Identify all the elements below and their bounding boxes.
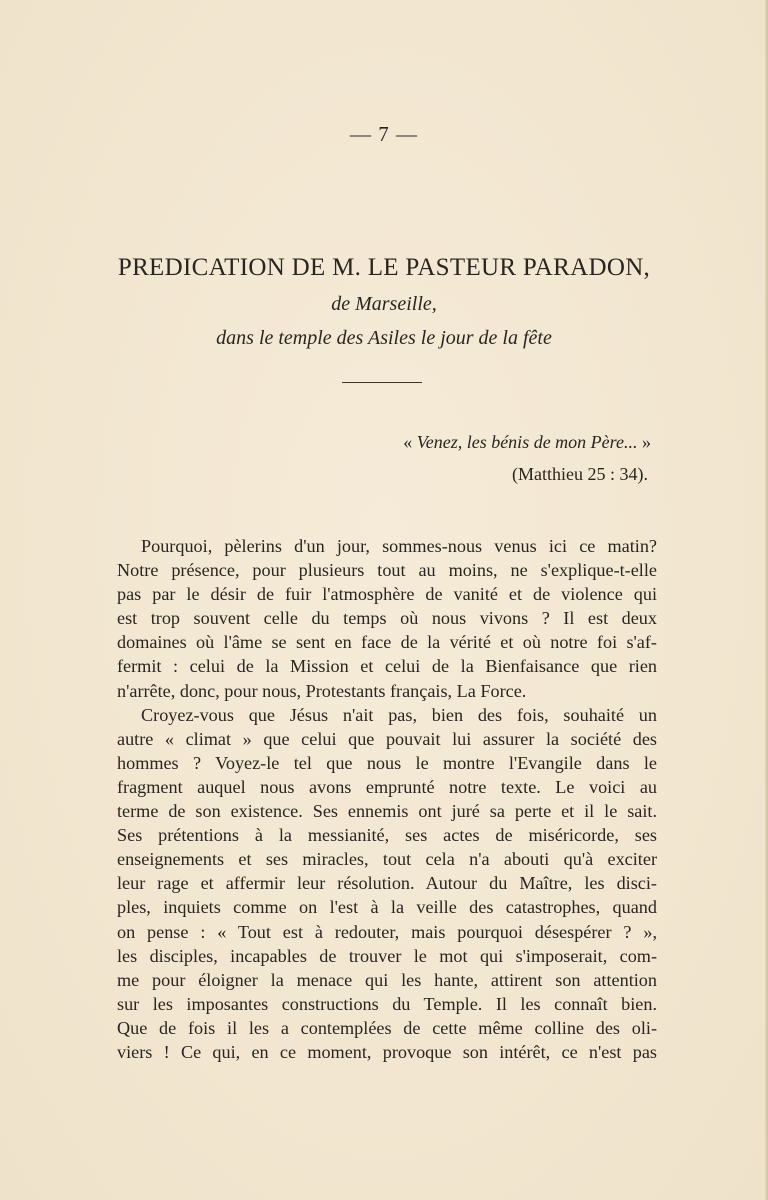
text-line: pas par le désir de fuir l'atmosphère de vanité et de violence qui <box>117 584 657 605</box>
text-line: fragment auquel nous avons emprunté notre texte. Le voici au <box>117 776 657 797</box>
text-line: Croyez-vous que Jésus n'ait pas, bien des fois, souhaité un <box>141 704 657 725</box>
epigraph-quote <box>403 432 651 453</box>
sermon-body <box>117 534 657 1064</box>
text-line: enseignements et ses miracles, tout cela n'a abouti qu'à exciter <box>117 849 657 870</box>
text-line: Notre présence, pour plusieurs tout au moins, ne s'explique-t-elle <box>117 560 657 581</box>
text-line: terme de son existence. Ses ennemis ont juré sa perte et il le sait. <box>117 801 657 822</box>
bible-reference: (Matthieu 25 : 34). <box>512 464 648 484</box>
text-line: est trop souvent celle du temps où nous vivons ? Il est deux <box>117 608 657 629</box>
paragraph <box>117 703 657 1064</box>
section-divider <box>342 382 422 383</box>
sermon-occasion: dans le temple des Asiles le jour de la fête <box>216 327 552 349</box>
text-line: les disciples, incapables de trouver le mot qui s'imposerait, com- <box>117 945 657 966</box>
text-line: on pense : « Tout est à redouter, mais pourquoi désespérer ? », <box>117 921 657 942</box>
text-line: n'arrête, donc, pour nous, Protestants français, La Force. <box>117 680 527 701</box>
text-line: sur les imposantes constructions du Temple. Il les connaît bien. <box>117 993 657 1014</box>
close-quote-mark: » <box>642 432 651 452</box>
text-line: Que de fois il les a contemplées de cette même colline des oli- <box>117 1017 657 1038</box>
text-line: leur rage et affermir leur résolution. Autour du Maître, les disci- <box>117 873 657 894</box>
text-line: hommes ? Voyez-le tel que nous le montre l'Evangile dans le <box>117 752 657 773</box>
text-line: viers ! Ce qui, en ce moment, provoque son intérêt, ce n'est pas <box>117 1041 657 1062</box>
text-line: me pour éloigner la menace qui les hante, attirent son attention <box>117 969 657 990</box>
text-line: fermit : celui de la Mission et celui de la Bienfaisance que rien <box>117 656 657 677</box>
text-line: domaines où l'âme se sent en face de la vérité et où notre foi s'af- <box>117 632 657 653</box>
text-line: ples, inquiets comme on l'est à la veille des catastrophes, quand <box>117 897 657 918</box>
paragraph <box>117 534 657 703</box>
preacher-origin: de Marseille, <box>331 293 437 315</box>
open-quote-mark: « <box>403 432 413 452</box>
page-number: — 7 — <box>350 122 418 146</box>
text-line: autre « climat » que celui que pouvait lui assurer la société des <box>117 728 657 749</box>
text-line: Ses prétentions à la messianité, ses actes de miséricorde, ses <box>117 825 657 846</box>
sermon-title: PREDICATION DE M. LE PASTEUR PARADON, <box>117 254 651 281</box>
epigraph-text: Venez, les bénis de mon Père... <box>416 432 638 452</box>
text-line: Pourquoi, pèlerins d'un jour, sommes-nous venus ici ce matin? <box>141 536 657 556</box>
